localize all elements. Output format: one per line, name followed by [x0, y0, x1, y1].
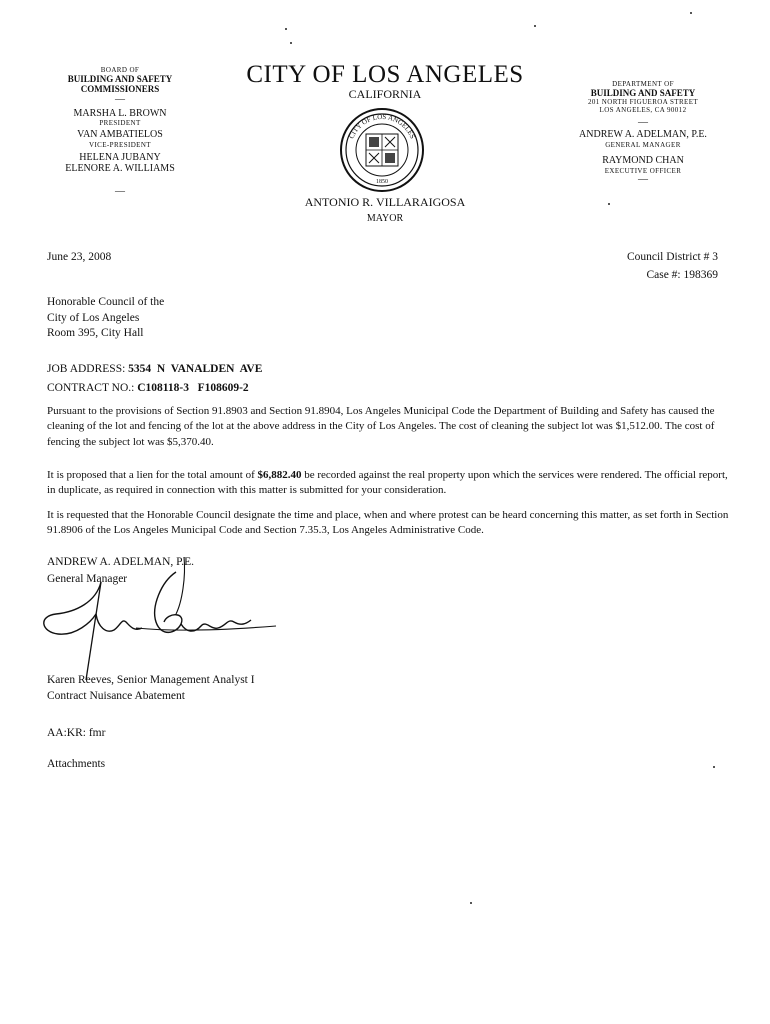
board-commissioners-block: [40, 66, 200, 196]
contract-number: C108118-3 F108609-2: [137, 382, 249, 394]
board-name: BUILDING AND SAFETY: [67, 74, 173, 85]
handwritten-signature: [36, 552, 286, 687]
commissioner-role: PRESIDENT: [99, 119, 141, 128]
initials: AA:KR: fmr: [47, 727, 106, 739]
divider: —: [638, 117, 648, 129]
dept-address-2: LOS ANGELES, CA 90012: [599, 106, 687, 115]
gm-name: ANDREW A. ADELMAN, P.E.: [579, 129, 707, 141]
lien-text-b: be recorded against the real property upon which the services were rendered. The official report, in duplicate, as required in connection with this matter is submitted for your consideration.: [47, 469, 728, 497]
commissioner-name: VAN AMBATIELOS: [77, 129, 163, 141]
board-name-2: COMMISSIONERS: [80, 84, 160, 95]
paragraph-costs: Pursuant to the provisions of Section 91.8903 and Section 91.8904, Los Angeles Municipal Code the Department of Building and Safety has caused the cleaning of the lot and fencing of the lot at the above address in the City of Los Angeles. The cost of cleaning the subject lot was $1,512.00. The cost of fencing the subject lot was $5,370.40.: [47, 405, 715, 448]
state-title: CALIFORNIA: [348, 87, 422, 101]
paragraph-protest: It is requested that the Honorable Council designate the time and place, when and where protest can be heard concerning this matter, as set forth in Section 91.8906 of the Los Angeles Municipal Code and Section 7.35.3, Los Angeles Administrative Code.: [47, 509, 729, 537]
addressee-line: City of Los Angeles: [47, 311, 140, 324]
commissioner-name: HELENA JUBANY: [79, 151, 161, 163]
signer-title: General Manager: [47, 573, 128, 585]
mayor-name: ANTONIO R. VILLARAIGOSA: [304, 195, 466, 209]
commissioner-name: MARSHA L. BROWN: [73, 107, 167, 119]
addressee-block: [47, 295, 164, 342]
signer-name: ANDREW A. ADELMAN, P.E.: [47, 556, 195, 568]
board-of-label: BOARD OF: [100, 66, 140, 74]
analyst-name: Karen Reeves, Senior Management Analyst I: [47, 674, 255, 686]
scan-speck: [713, 766, 715, 768]
dept-of-label: DEPARTMENT OF: [612, 80, 674, 88]
seal-year: 1850: [376, 179, 388, 185]
dept-name: BUILDING AND SAFETY: [590, 88, 696, 99]
divider: —: [115, 93, 125, 105]
city-heading: [215, 62, 555, 102]
dept-address-1: 201 NORTH FIGUEROA STREET: [587, 98, 699, 107]
eo-title: EXECUTIVE OFFICER: [604, 166, 682, 175]
contract-label: CONTRACT NO.:: [47, 382, 135, 394]
letter-date: June 23, 2008: [47, 251, 112, 263]
scan-speck: [290, 42, 292, 44]
mayor-title: MAYOR: [366, 213, 404, 224]
commissioner-name: ELENORE A. WILLIAMS: [65, 163, 175, 175]
addressee-line: Room 395, City Hall: [47, 327, 144, 340]
contract-line: [47, 381, 249, 397]
case-number: Case #: 198369: [646, 269, 718, 281]
divider: —: [115, 185, 125, 197]
scan-speck: [690, 12, 692, 14]
job-address-value: 5354 N VANALDEN AVE: [128, 363, 263, 375]
lien-text-a: It is proposed that a lien for the total amount of: [47, 469, 258, 481]
city-seal: [339, 107, 425, 193]
attachments-label: Attachments: [47, 758, 106, 770]
city-title: CITY OF LOS ANGELES: [246, 61, 524, 88]
signature-icon: [36, 552, 286, 687]
addressee-line: Honorable Council of the: [47, 296, 165, 308]
gm-title: GENERAL MANAGER: [605, 140, 681, 149]
council-district: Council District # 3: [626, 251, 718, 263]
seal-icon: [339, 107, 425, 193]
seal-text: CITY OF LOS ANGELES: [347, 112, 417, 140]
scan-speck: [470, 902, 472, 904]
lien-amount: $6,882.40: [257, 469, 302, 481]
scan-speck: [285, 28, 287, 30]
eo-name: RAYMOND CHAN: [602, 155, 684, 167]
commissioner-role: VICE-PRESIDENT: [89, 140, 151, 149]
job-address-label: JOB ADDRESS:: [47, 363, 126, 375]
scan-speck: [608, 203, 610, 205]
scan-speck: [534, 25, 536, 27]
paragraph-lien: [47, 468, 737, 499]
department-block: [568, 80, 718, 184]
analyst-unit: Contract Nuisance Abatement: [47, 690, 185, 702]
job-address-line: [47, 362, 262, 378]
divider: —: [638, 173, 648, 185]
